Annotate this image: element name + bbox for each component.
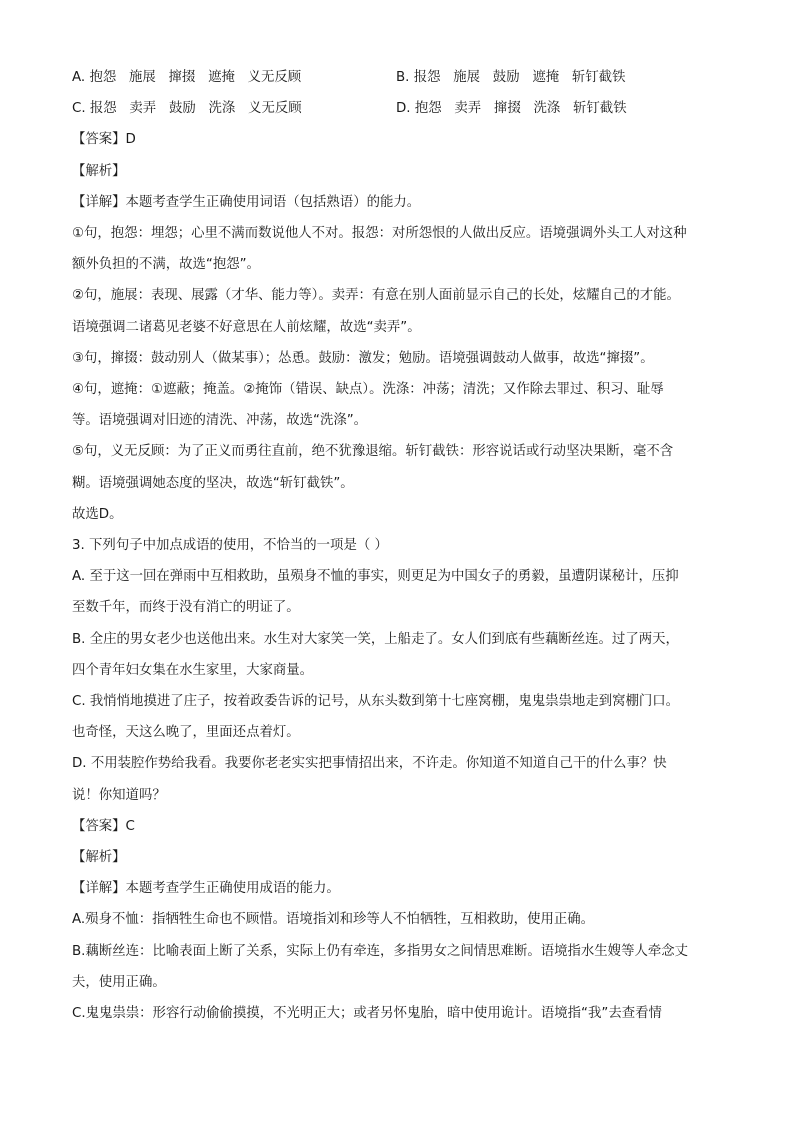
option-d: D. 抱怨 卖弄 撺掇 洗涤 斩钉截铁 — [396, 101, 627, 117]
text-line: D. 不用装腔作势给我看。我要你老老实实把事情招出来，不许走。你知道不知道自己干的什么事？快 — [72, 756, 667, 772]
text-line: 【详解】本题考查学生正确使用成语的能力。 — [72, 881, 340, 897]
text-line: 故选D。 — [72, 506, 123, 522]
text-line: ⑤句，义无反顾：为了正义而勇往直前，绝不犹豫退缩。斩钉截铁：形容说话或行动坚决果断，毫不含 — [72, 444, 674, 460]
text-line: B. 全庄的男女老少也送他出来。水生对大家笑一笑，上船走了。女人们到底有些藕断丝连。过了两天， — [72, 631, 679, 647]
q2-detail-block — [72, 187, 722, 530]
question-3 — [72, 530, 722, 811]
option-row — [72, 62, 722, 93]
text-line: ②句，施展：表现、展露（才华、能力等）。卖弄：有意在别人面前显示自己的长处，炫耀自己的才能。 — [72, 288, 680, 304]
text-line: ③句，撺掇：鼓动别人（做某事）；怂恿。鼓励：激发；勉励。语境强调鼓动人做事，故选“撺掇”。 — [72, 350, 654, 366]
question-stem: 3. 下列句子中加点成语的使用，不恰当的一项是（ ） — [72, 538, 388, 554]
analysis-label: 【解析】 — [72, 163, 126, 179]
answer-label: 【答案】C — [72, 818, 135, 834]
text-line: C.鬼鬼祟祟：形容行动偷偷摸摸，不光明正大；或者另怀鬼胎，暗中使用诡计。语境指“我”去查看情 — [72, 1006, 662, 1022]
text-line: 等。语境强调对旧迹的清洗、冲荡，故选“洗涤”。 — [72, 413, 368, 429]
document-page — [72, 62, 722, 1029]
option-b: B. 报怨 施展 鼓励 遮掩 斩钉截铁 — [396, 70, 626, 85]
text-line: 至数千年，而终于没有消亡的明证了。 — [72, 600, 300, 616]
q3-detail-block — [72, 873, 722, 1029]
text-line: C. 我悄悄地摸进了庄子，按着政委告诉的记号，从东头数到第十七座窝棚，鬼鬼祟祟地走到窝棚门口。 — [72, 694, 680, 710]
option-a: A. 抱怨 施展 撺掇 遮掩 义无反顾 — [72, 70, 302, 85]
option-c: C. 报怨 卖弄 鼓励 洗涤 义无反顾 — [72, 101, 302, 117]
text-line: 额外负担的不满，故选“抱怨”。 — [72, 257, 260, 273]
text-line: 四个青年妇女集在水生家里，大家商量。 — [72, 662, 314, 678]
answer-label: 【答案】D — [72, 132, 136, 148]
text-line: 【详解】本题考查学生正确使用词语（包括熟语）的能力。 — [72, 194, 421, 210]
text-line: A. 至于这一回在弹雨中互相救助，虽殒身不恤的事实，则更足为中国女子的勇毅，虽遭阴谋秘计，压抑 — [72, 569, 679, 585]
text-line: B.藕断丝连：比喻表面上断了关系，实际上仍有牵连，多指男女之间情思难断。语境指水生嫂等人牵念丈 — [72, 943, 689, 959]
text-line: 夫，使用正确。 — [72, 974, 166, 990]
text-line: 说！你知道吗？ — [72, 787, 166, 803]
text-line: ①句，抱怨：埋怨；心里不满而数说他人不对。报怨：对所怨恨的人做出反应。语境强调外头工人对这种 — [72, 226, 687, 242]
text-line: 糊。语境强调她态度的坚决，故选“斩钉截铁”。 — [72, 475, 354, 491]
text-line: 语境强调二诸葛见老婆不好意思在人前炫耀，故选“卖弄”。 — [72, 319, 421, 335]
option-row — [72, 93, 722, 124]
text-line: ④句，遮掩：①遮蔽；掩盖。②掩饰（错误、缺点）。洗涤：冲荡；清洗；又作除去罪过、积习、耻辱 — [72, 382, 664, 398]
text-line: 也奇怪，天这么晚了，里面还点着灯。 — [72, 725, 300, 741]
analysis-label: 【解析】 — [72, 850, 126, 866]
text-line: A.殒身不恤：指牺牲生命也不顾惜。语境指刘和珍等人不怕牺牲，互相救助，使用正确。 — [72, 912, 595, 928]
